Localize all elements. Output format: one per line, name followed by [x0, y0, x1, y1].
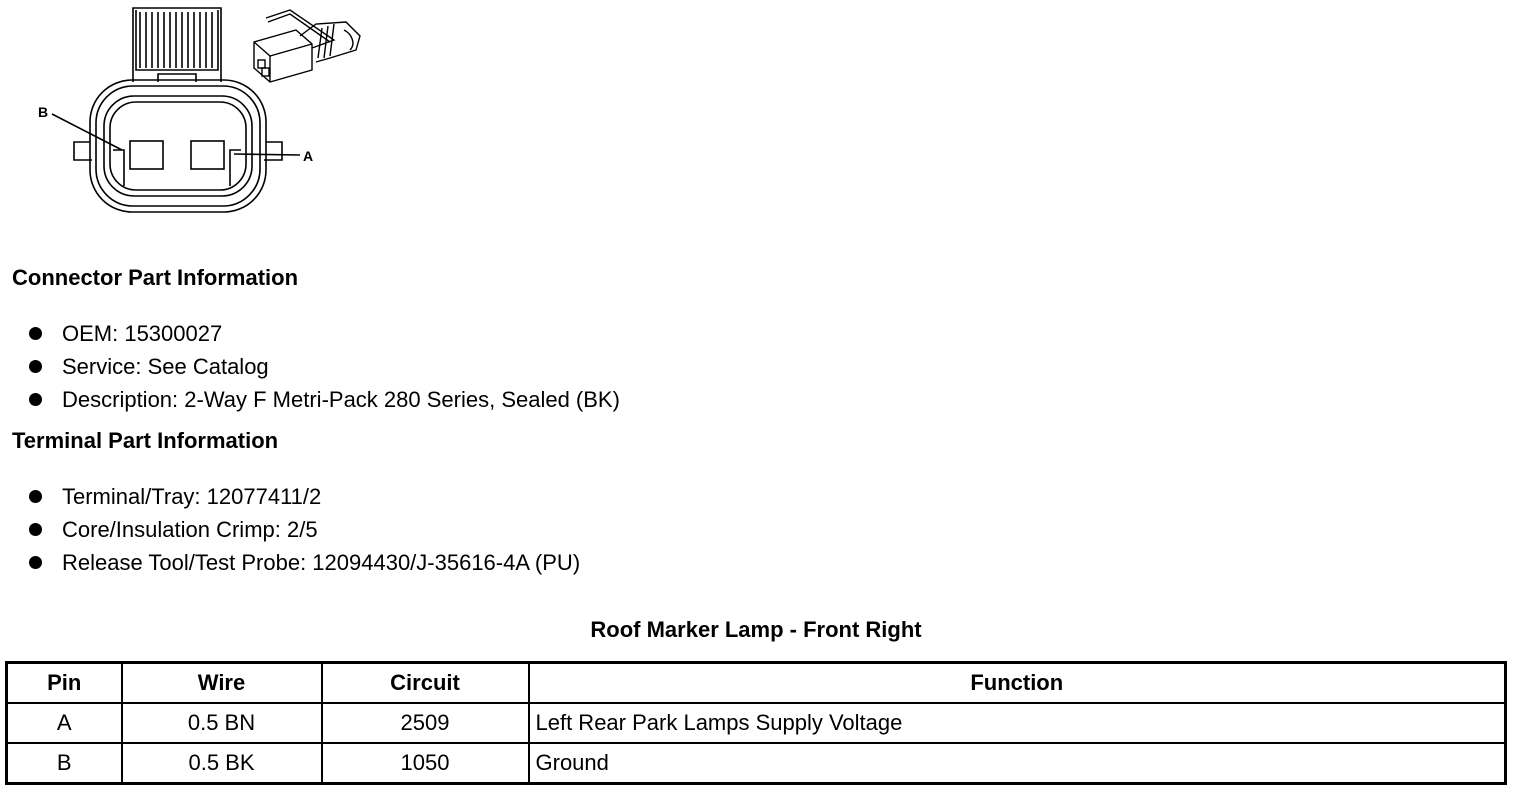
list-item-service: Service: See Catalog — [0, 350, 620, 383]
connector-part-info-heading: Connector Part Information — [12, 265, 299, 290]
cell-pin: B — [7, 743, 122, 784]
list-item-crimp: Core/Insulation Crimp: 2/5 — [0, 513, 580, 546]
table-header-row — [7, 663, 1506, 704]
cell-circuit: 1050 — [322, 743, 529, 784]
connector-housing — [74, 80, 282, 212]
list-item-oem: OEM: 15300027 — [0, 317, 620, 350]
connector-diagram — [0, 0, 400, 225]
cell-wire: 0.5 BN — [122, 703, 322, 743]
list-item-description: Description: 2-Way F Metri-Pack 280 Series, Sealed (BK) — [0, 383, 620, 416]
terminal-part-info-heading: Terminal Part Information — [12, 428, 279, 453]
list-item-release-tool: Release Tool/Test Probe: 12094430/J-35616-4A (PU) — [0, 546, 580, 579]
cell-wire: 0.5 BK — [122, 743, 322, 784]
terminal-cavity-a — [191, 141, 224, 169]
table-row — [7, 703, 1506, 743]
cell-circuit: 2509 — [322, 703, 529, 743]
header-wire: Wire — [122, 663, 322, 704]
header-circuit: Circuit — [322, 663, 529, 704]
header-pin: Pin — [7, 663, 122, 704]
connector-part-info-list — [0, 317, 620, 416]
terminal-part-info-list — [0, 480, 580, 579]
connector-latch — [133, 8, 221, 82]
terminal-cavity-b — [130, 141, 163, 169]
cell-function: Ground — [529, 743, 1506, 784]
table-title: Roof Marker Lamp - Front Right — [590, 617, 922, 642]
pin-b-label: B — [38, 104, 49, 120]
connector-isometric-view — [254, 10, 360, 82]
pinout-table — [5, 661, 1507, 785]
table-row — [7, 743, 1506, 784]
cell-function: Left Rear Park Lamps Supply Voltage — [529, 703, 1506, 743]
pin-a-label: A — [303, 148, 314, 164]
list-item-terminal-tray: Terminal/Tray: 12077411/2 — [0, 480, 580, 513]
cell-pin: A — [7, 703, 122, 743]
header-function: Function — [529, 663, 1506, 704]
